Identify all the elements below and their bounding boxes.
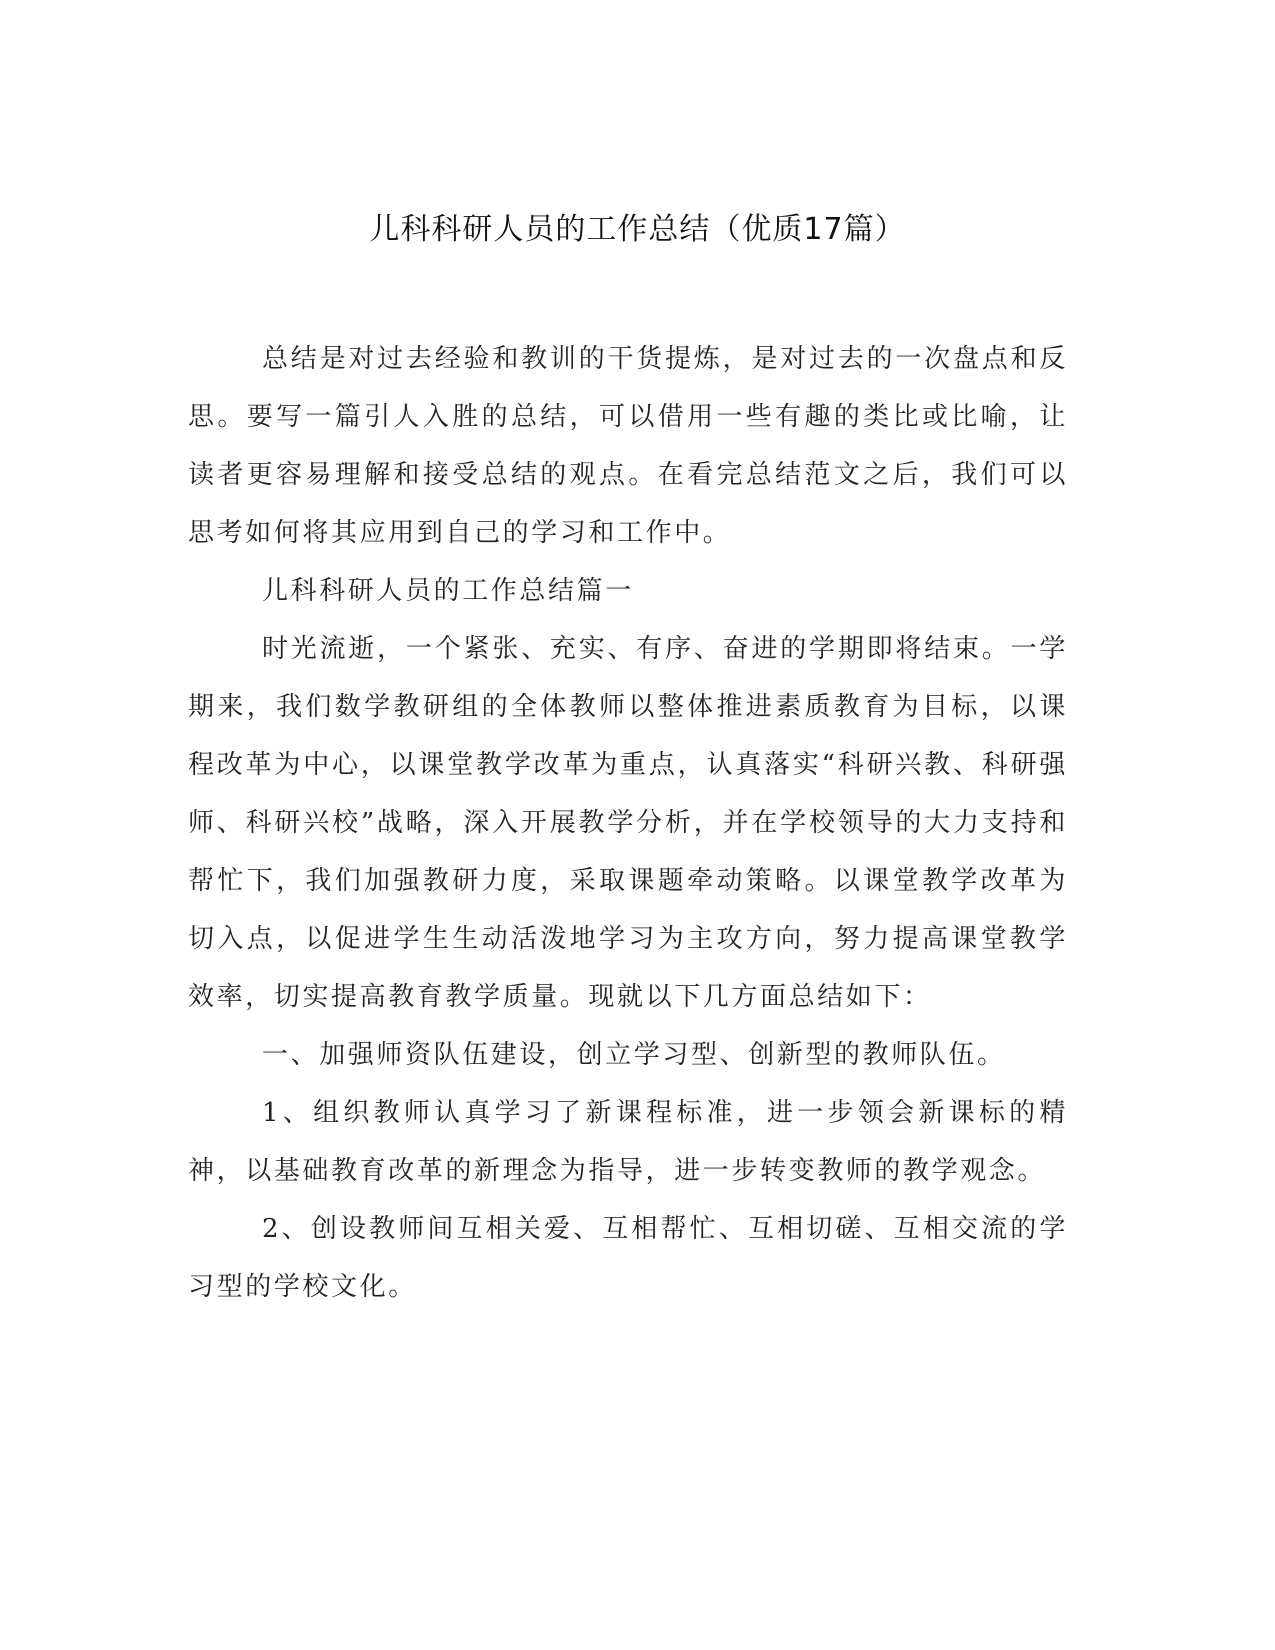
list-item: 2、创设教师间互相关爱、互相帮忙、互相切磋、互相交流的学习型的学校文化。 — [188, 1214, 1068, 1302]
section-heading: 儿科科研人员的工作总结篇一 — [262, 576, 634, 606]
intro-paragraph: 总结是对过去经验和教训的干货提炼，是对过去的一次盘点和反思。要写一篇引人入胜的总结，可以借用一些有趣的类比或比喻，让读者更容易理解和接受总结的观点。在看完总结范文之后，我们可以思考如何将其应用到自己的学习和工作中。 — [188, 344, 1068, 548]
document-title: 儿科科研人员的工作总结（优质17篇） — [369, 212, 906, 247]
subheading: 一、加强师资队伍建设，创立学习型、创新型的教师队伍。 — [262, 1040, 1006, 1070]
body-paragraph: 时光流逝，一个紧张、充实、有序、奋进的学期即将结束。一学期来，我们数学教研组的全体教师以整体推进素质教育为目标，以课程改革为中心，以课堂教学改革为重点，认真落实“科研兴教、科研强师、科研兴校”战略，深入开展教学分析，并在学校领导的大力支持和帮忙下，我们加强教研力度，采取课题牵动策略。以课堂教学改革为切入点，以促进学生生动活泼地学习为主攻方向，努力提高课堂教学效率，切实提高教育教学质量。现就以下几方面总结如下： — [188, 634, 1068, 1012]
document-body — [188, 330, 1068, 1316]
list-item: 1、组织教师认真学习了新课程标准，进一步领会新课标的精神，以基础教育改革的新理念为指导，进一步转变教师的教学观念。 — [188, 1098, 1068, 1186]
